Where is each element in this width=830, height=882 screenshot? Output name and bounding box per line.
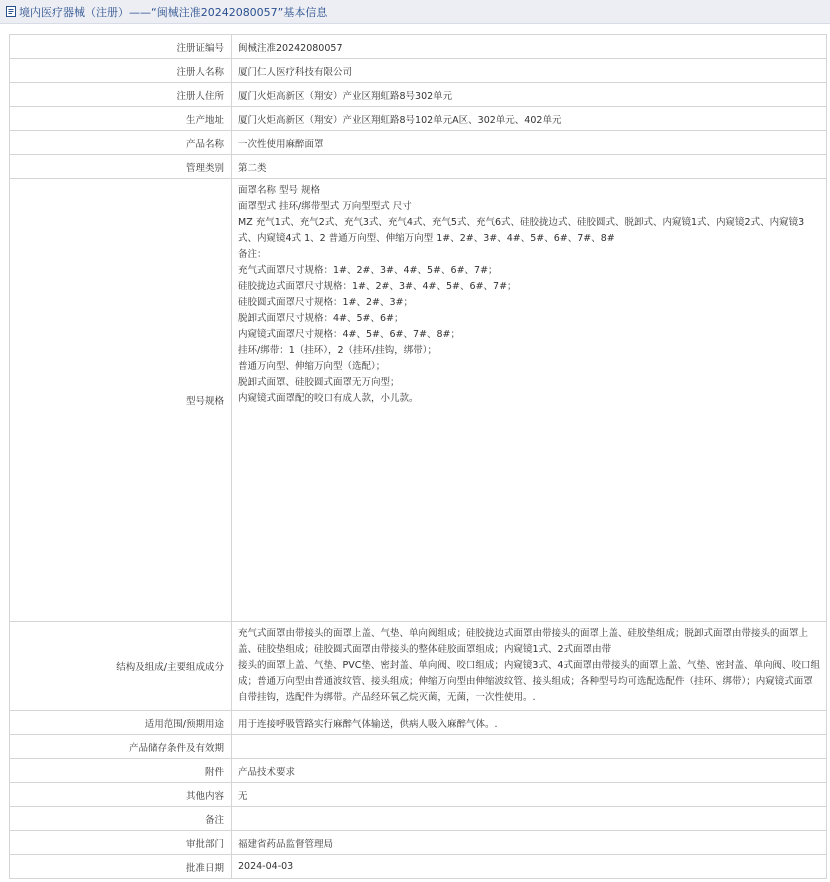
label-registrant-address: 注册人住所 xyxy=(10,83,232,107)
model-line: 内窥镜式面罩配的咬口有成人款，小儿款。 xyxy=(238,393,419,404)
value-production-address: 厦门火炬高新区（翔安）产业区翔虹路8号102单元A区、302单元、402单元 xyxy=(232,107,827,131)
label-category: 管理类别 xyxy=(10,155,232,179)
row-model xyxy=(10,179,827,622)
value-authority: 福建省药品监督管理局 xyxy=(232,831,827,855)
value-approval-date: 2024-04-03 xyxy=(232,855,827,879)
label-production-address: 生产地址 xyxy=(10,107,232,131)
structure-para: 接头的面罩上盖、气垫、PVC垫、密封盖、单向阀、咬口组成；内窥镜3式、4式面罩由带接头的面罩上盖、气垫、密封盖、单向阀、咬口组成；普通万向型由普通波纹管、接头组成；伸缩万向型由伸缩波纹管、接头组成；各种型号均可选配选配件（挂环、绑带）；内窥镜式面罩自带挂钩，选配件为绑带。产品经环氧乙烷灭菌，无菌，一次性使用。. xyxy=(238,660,820,703)
info-table xyxy=(9,34,827,879)
value-remark xyxy=(232,807,827,831)
page-title: 境内医疗器械（注册）——“闽械注准20242080057”基本信息 xyxy=(19,5,328,19)
row-other xyxy=(10,783,827,807)
label-structure: 结构及组成/主要组成成分 xyxy=(10,622,232,711)
model-line: 面罩名称 型号 规格 xyxy=(238,185,321,196)
label-authority: 审批部门 xyxy=(10,831,232,855)
model-line: 硅胶圆式面罩尺寸规格：1#、2#、3#； xyxy=(238,297,414,308)
structure-para: 充气式面罩由带接头的面罩上盖、气垫、单向阀组成；硅胶拢边式面罩由带接头的面罩上盖、硅胶垫组成；脱卸式面罩由带接头的面罩上盖、硅胶垫组成；硅胶圆式面罩由带接头的整体硅胶面罩组成；内窥镜1式、2式面罩由带 xyxy=(238,628,809,655)
row-product-name xyxy=(10,131,827,155)
info-table-wrap xyxy=(9,34,827,879)
row-registrant xyxy=(10,59,827,83)
model-line: MZ 充气1式、充气2式、充气3式、充气4式、充气5式、充气6式、硅胶拢边式、硅胶圆式、脱卸式、内窥镜1式、内窥镜2式、内窥镜3式、内窥镜4式 1、2 普通万向型、伸缩万向型 1#、2#、3#、4#、5#、6#、7#、8# xyxy=(238,217,805,244)
row-attachment xyxy=(10,759,827,783)
value-model xyxy=(232,179,827,622)
model-line: 脱卸式面罩尺寸规格：4#、5#、6#； xyxy=(238,313,404,324)
value-registrant-address: 厦门火炬高新区（翔安）产业区翔虹路8号302单元 xyxy=(232,83,827,107)
row-approval-date xyxy=(10,855,827,879)
label-remark: 备注 xyxy=(10,807,232,831)
row-remark xyxy=(10,807,827,831)
value-structure xyxy=(232,622,827,711)
page-header xyxy=(0,0,830,24)
label-product-name: 产品名称 xyxy=(10,131,232,155)
row-category xyxy=(10,155,827,179)
label-reg-no: 注册证编号 xyxy=(10,35,232,59)
model-line: 普通万向型、伸缩万向型（选配）； xyxy=(238,361,386,372)
row-production-address xyxy=(10,107,827,131)
row-registrant-address xyxy=(10,83,827,107)
value-registrant: 厦门仁人医疗科技有限公司 xyxy=(232,59,827,83)
value-reg-no: 闽械注准20242080057 xyxy=(232,35,827,59)
label-model: 型号规格 xyxy=(10,179,232,622)
row-structure xyxy=(10,622,827,711)
label-registrant: 注册人名称 xyxy=(10,59,232,83)
model-line: 硅胶拢边式面罩尺寸规格：1#、2#、3#、4#、5#、6#、7#； xyxy=(238,281,517,292)
model-line: 脱卸式面罩、硅胶圆式面罩无万向型； xyxy=(238,377,400,388)
label-approval-date: 批准日期 xyxy=(10,855,232,879)
row-authority xyxy=(10,831,827,855)
value-scope: 用于连接呼吸管路实行麻醉气体输送，供病人吸入麻醉气体。. xyxy=(232,711,827,735)
model-line: 面罩型式 挂环/绑带型式 万向型型式 尺寸 xyxy=(238,201,412,212)
label-storage: 产品储存条件及有效期 xyxy=(10,735,232,759)
value-storage xyxy=(232,735,827,759)
model-line: 充气式面罩尺寸规格：1#、2#、3#、4#、5#、6#、7#； xyxy=(238,265,498,276)
model-line: 备注： xyxy=(238,249,267,260)
label-other: 其他内容 xyxy=(10,783,232,807)
row-reg-no xyxy=(10,35,827,59)
value-product-name: 一次性使用麻醉面罩 xyxy=(232,131,827,155)
value-attachment: 产品技术要求 xyxy=(232,759,827,783)
row-scope xyxy=(10,711,827,735)
model-line: 挂环/绑带：1（挂环），2（挂环/挂钩，绑带）； xyxy=(238,345,437,356)
label-attachment: 附件 xyxy=(10,759,232,783)
document-icon xyxy=(6,6,16,17)
value-category: 第二类 xyxy=(232,155,827,179)
row-storage xyxy=(10,735,827,759)
label-scope: 适用范围/预期用途 xyxy=(10,711,232,735)
value-other: 无 xyxy=(232,783,827,807)
model-line: 内窥镜式面罩尺寸规格：4#、5#、6#、7#、8#； xyxy=(238,329,461,340)
